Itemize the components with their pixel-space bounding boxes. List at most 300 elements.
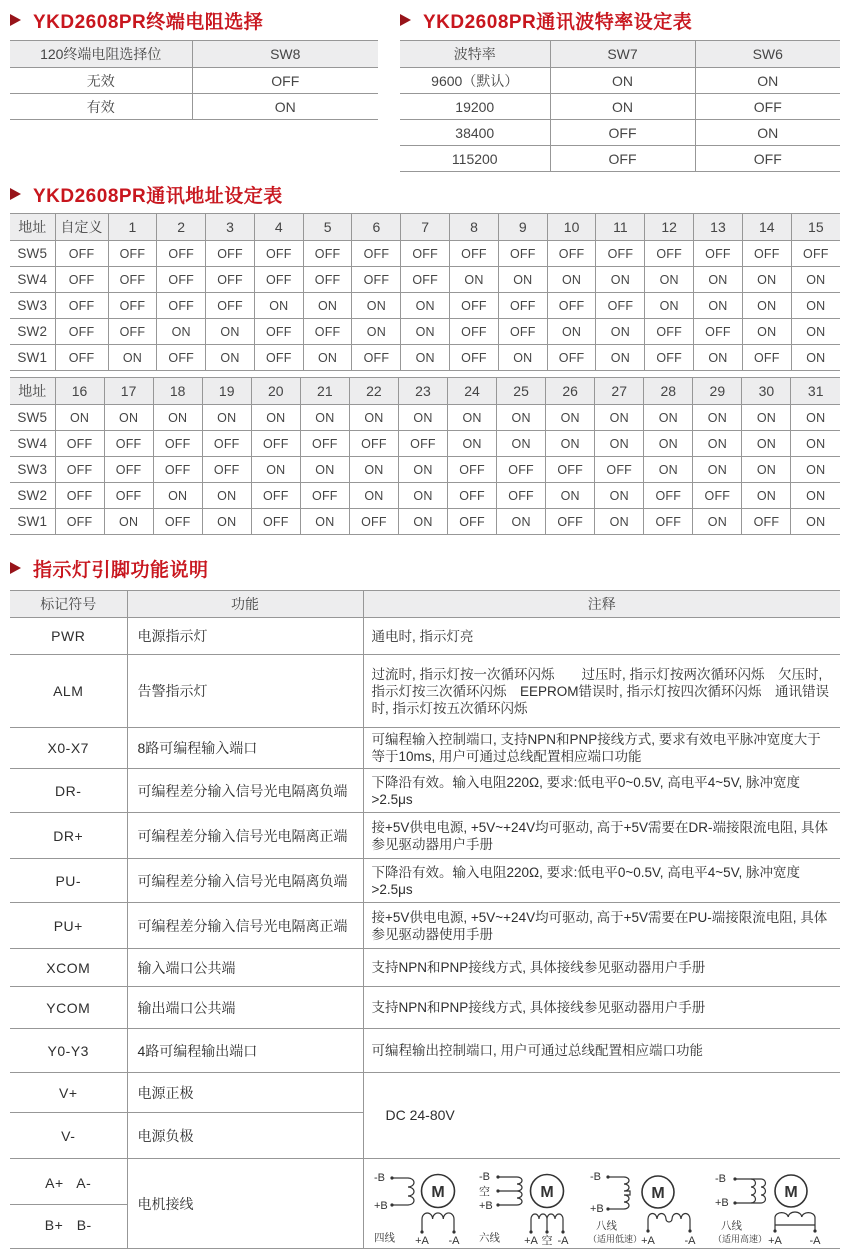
switch-state: OFF <box>192 68 378 94</box>
pin-row <box>10 728 840 769</box>
switch-state: ON <box>401 293 450 319</box>
switch-state: OFF <box>450 345 499 371</box>
svg-text:+B: +B <box>714 1197 729 1209</box>
pin-note: 支持NPN和PNP接线方式, 具体接线参见驱动器用户手册 <box>363 949 840 987</box>
switch-state: ON <box>157 319 206 345</box>
pin-note: 可编程输入控制端口, 支持NPN和PNP接线方式, 要求有效电平脉冲宽度大于等于10ms, 用户可通过总线配置相应端口功能 <box>363 728 840 769</box>
column-header: 12 <box>645 214 694 241</box>
row-label: SW2 <box>10 319 55 345</box>
column-header: 15 <box>791 214 840 241</box>
section-title-row <box>10 8 378 32</box>
table-row <box>10 405 840 431</box>
switch-state: OFF <box>157 293 206 319</box>
motor-diagram-8wire-high-speed <box>713 1161 838 1246</box>
switch-state: ON <box>498 267 547 293</box>
switch-state: ON <box>498 345 547 371</box>
pin-row <box>10 655 840 728</box>
switch-state: ON <box>104 509 153 535</box>
section-baud-rate <box>400 8 840 172</box>
svg-text:-A: -A <box>809 1235 820 1246</box>
pin-function: 8路可编程输入端口 <box>127 728 363 769</box>
switch-state: OFF <box>644 509 693 535</box>
svg-text:M: M <box>539 1184 554 1201</box>
pin-row <box>10 813 840 859</box>
switch-state: ON <box>645 293 694 319</box>
switch-state: ON <box>791 483 840 509</box>
svg-text:空: 空 <box>478 1186 490 1198</box>
row-label: SW4 <box>10 267 55 293</box>
row-label: SW5 <box>10 241 55 267</box>
column-header: 11 <box>596 214 645 241</box>
switch-state: ON <box>596 319 645 345</box>
switch-state: OFF <box>254 241 303 267</box>
pin-function: 可编程差分输入信号光电隔离正端 <box>127 903 363 949</box>
switch-state: OFF <box>55 345 108 371</box>
switch-state: ON <box>55 405 104 431</box>
table-row <box>10 509 840 535</box>
switch-state: OFF <box>547 345 596 371</box>
column-header: SW7 <box>550 41 695 68</box>
switch-state: OFF <box>300 431 349 457</box>
switch-state: ON <box>596 345 645 371</box>
row-label: 115200 <box>400 146 550 172</box>
row-label: SW2 <box>10 483 55 509</box>
switch-state: ON <box>791 431 840 457</box>
section-title: 指示灯引脚功能说明 <box>33 559 209 581</box>
svg-text:M: M <box>783 1184 798 1201</box>
address-table-1-15 <box>10 213 840 371</box>
switch-state: ON <box>693 405 742 431</box>
column-header: 地址 <box>10 378 55 405</box>
pin-function: 电源负极 <box>127 1113 363 1159</box>
svg-text:+B: +B <box>373 1200 388 1212</box>
section-title: YKD2608PR通讯波特率设定表 <box>423 11 693 33</box>
row-label: 无效 <box>10 68 192 94</box>
pin-row <box>10 987 840 1029</box>
pin-function: 可编程差分输入信号光电隔离负端 <box>127 859 363 903</box>
switch-state: OFF <box>157 241 206 267</box>
pin-row-motor <box>10 1159 840 1249</box>
switch-state: ON <box>300 405 349 431</box>
table-row <box>10 267 840 293</box>
column-header: 16 <box>55 378 104 405</box>
switch-state: OFF <box>694 319 743 345</box>
switch-state: ON <box>742 293 791 319</box>
switch-state: OFF <box>550 120 695 146</box>
switch-state: OFF <box>742 241 791 267</box>
switch-state: ON <box>547 267 596 293</box>
table-row <box>400 68 840 94</box>
row-label: 有效 <box>10 94 192 120</box>
switch-state: ON <box>448 405 497 431</box>
svg-text:+B: +B <box>589 1203 604 1215</box>
column-header: 120终端电阻选择位 <box>10 41 192 68</box>
switch-state: OFF <box>398 431 447 457</box>
terminal-resistance-table <box>10 40 378 120</box>
pin-note: 下降沿有效。输入电阻220Ω, 要求:低电平0~0.5V, 高电平4~5V, 脉冲宽度>2.5μs <box>363 769 840 813</box>
switch-state: OFF <box>349 431 398 457</box>
switch-state: OFF <box>352 241 401 267</box>
pin-symbol: PU+ <box>10 903 127 949</box>
column-header: SW6 <box>695 41 840 68</box>
pin-note: 支持NPN和PNP接线方式, 具体接线参见驱动器用户手册 <box>363 987 840 1029</box>
column-header: 21 <box>300 378 349 405</box>
switch-state: ON <box>694 345 743 371</box>
table-row <box>10 483 840 509</box>
header-row <box>10 591 840 618</box>
switch-state: ON <box>693 457 742 483</box>
section-address-setting <box>10 182 840 535</box>
svg-text:+A: +A <box>640 1235 655 1246</box>
table-row <box>10 431 840 457</box>
switch-state: OFF <box>55 483 104 509</box>
switch-state: ON <box>644 405 693 431</box>
column-header: 4 <box>254 214 303 241</box>
switch-state: OFF <box>450 293 499 319</box>
table-row <box>400 146 840 172</box>
pin-row <box>10 1029 840 1073</box>
svg-text:八线: 八线 <box>595 1220 617 1232</box>
switch-state: OFF <box>254 319 303 345</box>
switch-state: ON <box>791 457 840 483</box>
switch-state: ON <box>352 293 401 319</box>
column-header: 25 <box>497 378 546 405</box>
switch-state: ON <box>742 267 791 293</box>
switch-state: OFF <box>547 241 596 267</box>
table-row <box>400 94 840 120</box>
section-title-row <box>10 556 840 580</box>
section-title: YKD2608PR终端电阻选择 <box>33 11 264 33</box>
switch-state: ON <box>595 431 644 457</box>
header-row <box>10 214 840 241</box>
switch-state: ON <box>349 457 398 483</box>
switch-state: ON <box>202 405 251 431</box>
switch-state: ON <box>251 457 300 483</box>
column-header: 23 <box>398 378 447 405</box>
triangle-bullet-icon <box>10 14 21 26</box>
svg-text:-B: -B <box>373 1172 385 1184</box>
column-header: 8 <box>450 214 499 241</box>
switch-state: OFF <box>547 293 596 319</box>
switch-state: OFF <box>303 319 352 345</box>
switch-state: ON <box>300 457 349 483</box>
switch-state: ON <box>546 483 595 509</box>
column-header: 31 <box>791 378 840 405</box>
switch-state: OFF <box>55 509 104 535</box>
column-header: 5 <box>303 214 352 241</box>
switch-state: ON <box>644 431 693 457</box>
switch-state: ON <box>398 405 447 431</box>
switch-state: ON <box>153 483 202 509</box>
switch-state: OFF <box>251 483 300 509</box>
pin-function: 可编程差分输入信号光电隔离正端 <box>127 813 363 859</box>
pin-symbol: DR- <box>10 769 127 813</box>
switch-state: OFF <box>206 241 255 267</box>
switch-state: OFF <box>251 509 300 535</box>
switch-state: OFF <box>104 457 153 483</box>
table-row <box>10 345 840 371</box>
switch-state: OFF <box>695 94 840 120</box>
switch-state: OFF <box>303 241 352 267</box>
row-label: SW3 <box>10 293 55 319</box>
table-row <box>10 293 840 319</box>
switch-state: ON <box>791 293 840 319</box>
pin-symbol: Y0-Y3 <box>10 1029 127 1073</box>
pin-symbol: YCOM <box>10 987 127 1029</box>
switch-state: OFF <box>695 146 840 172</box>
pin-note: 下降沿有效。输入电阻220Ω, 要求:低电平0~0.5V, 高电平4~5V, 脉冲宽度>2.5μs <box>363 859 840 903</box>
switch-state: ON <box>595 509 644 535</box>
switch-state: ON <box>349 483 398 509</box>
switch-state: ON <box>695 120 840 146</box>
column-header: 注释 <box>363 591 840 618</box>
motor-diagram-8wire-low-speed <box>588 1161 713 1246</box>
switch-state: OFF <box>108 241 157 267</box>
svg-text:+A: +A <box>767 1235 782 1246</box>
switch-state: OFF <box>352 267 401 293</box>
switch-state: ON <box>791 509 840 535</box>
switch-state: ON <box>546 405 595 431</box>
switch-state: ON <box>251 405 300 431</box>
pin-function: 输入端口公共端 <box>127 949 363 987</box>
svg-text:-B: -B <box>714 1173 726 1185</box>
section-title-row <box>400 8 840 32</box>
pin-function: 告警指示灯 <box>127 655 363 728</box>
pin-symbol: B+ B- <box>10 1204 127 1246</box>
switch-state: ON <box>550 94 695 120</box>
switch-state: OFF <box>55 267 108 293</box>
svg-text:M: M <box>650 1185 665 1202</box>
switch-state: ON <box>303 345 352 371</box>
switch-state: ON <box>742 319 791 345</box>
section-pin-functions <box>10 556 840 1249</box>
switch-state: OFF <box>596 241 645 267</box>
switch-state: OFF <box>550 146 695 172</box>
pin-function: 电源正极 <box>127 1073 363 1113</box>
pin-row-v-plus <box>10 1073 840 1113</box>
switch-state: OFF <box>251 431 300 457</box>
switch-state: OFF <box>104 483 153 509</box>
pin-note: 接+5V供电电源, +5V~+24V均可驱动, 高于+5V需要在DR-端接限流电阻, 具体参见驱动器用户手册 <box>363 813 840 859</box>
switch-state: ON <box>742 405 791 431</box>
switch-state: OFF <box>693 483 742 509</box>
pin-symbol: XCOM <box>10 949 127 987</box>
svg-text:+A: +A <box>414 1235 429 1246</box>
pin-symbol: PWR <box>10 618 127 655</box>
switch-state: ON <box>202 483 251 509</box>
table-row <box>10 457 840 483</box>
switch-state: ON <box>450 267 499 293</box>
switch-state: OFF <box>497 483 546 509</box>
switch-state: OFF <box>401 241 450 267</box>
pin-note: 过流时, 指示灯按一次循环闪烁 过压时, 指示灯按两次循环闪烁 欠压时, 指示灯按三次循环闪烁 EEPROM错误时, 指示灯按四次循环闪烁 通讯错误时, 指示灯按五次循环闪烁 <box>363 655 840 728</box>
switch-state: OFF <box>595 457 644 483</box>
switch-state: OFF <box>448 509 497 535</box>
triangle-bullet-icon <box>10 188 21 200</box>
switch-state: ON <box>546 431 595 457</box>
svg-text:八线: 八线 <box>720 1220 742 1232</box>
pin-function: 电机接线 <box>127 1159 363 1249</box>
switch-state: ON <box>202 509 251 535</box>
column-header: 7 <box>401 214 450 241</box>
pin-symbol: ALM <box>10 655 127 728</box>
pin-row <box>10 903 840 949</box>
switch-state: ON <box>791 267 840 293</box>
switch-state: OFF <box>303 267 352 293</box>
svg-text:空: 空 <box>541 1235 552 1246</box>
switch-state: OFF <box>206 267 255 293</box>
switch-state: OFF <box>448 483 497 509</box>
switch-state: OFF <box>55 241 108 267</box>
switch-state: OFF <box>791 241 840 267</box>
row-label: 19200 <box>400 94 550 120</box>
column-header: 19 <box>202 378 251 405</box>
pin-row <box>10 769 840 813</box>
column-header: 20 <box>251 378 300 405</box>
svg-text:（适用高速）: （适用高速） <box>712 1234 767 1244</box>
svg-text:（适用低速）: （适用低速） <box>587 1234 642 1244</box>
row-label: SW3 <box>10 457 55 483</box>
switch-state: ON <box>791 345 840 371</box>
switch-state: OFF <box>153 431 202 457</box>
switch-state: ON <box>645 267 694 293</box>
triangle-bullet-icon <box>400 14 411 26</box>
row-label: SW5 <box>10 405 55 431</box>
header-row <box>10 41 378 68</box>
header-row <box>10 378 840 405</box>
column-header: 标记符号 <box>10 591 127 618</box>
switch-state: OFF <box>104 431 153 457</box>
switch-state: ON <box>497 405 546 431</box>
switch-state: ON <box>401 319 450 345</box>
switch-state: ON <box>694 267 743 293</box>
switch-state: OFF <box>546 509 595 535</box>
table-row <box>400 120 840 146</box>
switch-state: ON <box>595 405 644 431</box>
switch-state: ON <box>791 405 840 431</box>
switch-state: ON <box>497 431 546 457</box>
switch-state: OFF <box>108 267 157 293</box>
switch-state: OFF <box>645 319 694 345</box>
column-header: 9 <box>498 214 547 241</box>
switch-state: OFF <box>108 319 157 345</box>
switch-state: OFF <box>55 431 104 457</box>
switch-state: OFF <box>498 241 547 267</box>
switch-state: ON <box>352 319 401 345</box>
baud-rate-table <box>400 40 840 172</box>
row-label: 38400 <box>400 120 550 146</box>
motor-diagram-4wire <box>368 1161 473 1246</box>
column-header: 10 <box>547 214 596 241</box>
table-row <box>10 68 378 94</box>
switch-state: ON <box>550 68 695 94</box>
switch-state: ON <box>398 457 447 483</box>
pin-row <box>10 949 840 987</box>
switch-state: ON <box>693 509 742 535</box>
switch-state: ON <box>153 405 202 431</box>
svg-text:六线: 六线 <box>478 1232 500 1244</box>
pin-note: 通电时, 指示灯亮 <box>363 618 840 655</box>
pin-row <box>10 618 840 655</box>
column-header: 30 <box>742 378 791 405</box>
column-header: 6 <box>352 214 401 241</box>
column-header: 24 <box>448 378 497 405</box>
pin-note: DC 24-80V <box>363 1073 840 1159</box>
column-header: 14 <box>742 214 791 241</box>
switch-state: ON <box>742 483 791 509</box>
switch-state: OFF <box>498 319 547 345</box>
switch-state: OFF <box>596 293 645 319</box>
switch-state: OFF <box>742 345 791 371</box>
switch-state: OFF <box>55 293 108 319</box>
pin-note: 可编程输出控制端口, 用户可通过总线配置相应端口功能 <box>363 1029 840 1073</box>
switch-state: ON <box>398 509 447 535</box>
switch-state: ON <box>206 345 255 371</box>
svg-text:-B: -B <box>478 1171 490 1183</box>
switch-state: ON <box>206 319 255 345</box>
switch-state: OFF <box>254 345 303 371</box>
svg-text:-A: -A <box>448 1235 459 1246</box>
switch-state: ON <box>448 431 497 457</box>
switch-state: OFF <box>450 319 499 345</box>
switch-state: OFF <box>546 457 595 483</box>
switch-state: OFF <box>694 241 743 267</box>
column-header: 地址 <box>10 214 55 241</box>
pin-symbol-group <box>10 1159 127 1249</box>
column-header: 功能 <box>127 591 363 618</box>
switch-state: ON <box>644 457 693 483</box>
switch-state: ON <box>595 483 644 509</box>
switch-state: ON <box>104 405 153 431</box>
triangle-bullet-icon <box>10 562 21 574</box>
column-header: 18 <box>153 378 202 405</box>
switch-state: OFF <box>202 457 251 483</box>
switch-state: ON <box>349 405 398 431</box>
pin-function: 电源指示灯 <box>127 618 363 655</box>
svg-text:-A: -A <box>557 1235 568 1246</box>
switch-state: ON <box>497 509 546 535</box>
switch-state: ON <box>547 319 596 345</box>
switch-state: OFF <box>55 457 104 483</box>
column-header: 波特率 <box>400 41 550 68</box>
pin-note: 接+5V供电电源, +5V~+24V均可驱动, 高于+5V需要在PU-端接限流电阻, 具体参见驱动器使用手册 <box>363 903 840 949</box>
table-row <box>10 94 378 120</box>
switch-state: OFF <box>300 483 349 509</box>
pin-function: 可编程差分输入信号光电隔离负端 <box>127 769 363 813</box>
switch-state: ON <box>108 345 157 371</box>
pin-symbol: DR+ <box>10 813 127 859</box>
pin-row <box>10 859 840 903</box>
switch-state: OFF <box>206 293 255 319</box>
switch-state: OFF <box>645 241 694 267</box>
svg-text:M: M <box>430 1184 445 1201</box>
switch-state: ON <box>254 293 303 319</box>
switch-state: ON <box>300 509 349 535</box>
pin-function: 输出端口公共端 <box>127 987 363 1029</box>
switch-state: OFF <box>55 319 108 345</box>
switch-state: OFF <box>645 345 694 371</box>
switch-state: OFF <box>153 457 202 483</box>
pin-symbol: PU- <box>10 859 127 903</box>
motor-wiring-diagrams <box>363 1159 840 1249</box>
column-header: 13 <box>694 214 743 241</box>
section-terminal-resistance <box>10 8 378 120</box>
column-header: 28 <box>644 378 693 405</box>
switch-state: ON <box>742 431 791 457</box>
switch-state: ON <box>192 94 378 120</box>
column-header: SW8 <box>192 41 378 68</box>
switch-state: ON <box>401 345 450 371</box>
